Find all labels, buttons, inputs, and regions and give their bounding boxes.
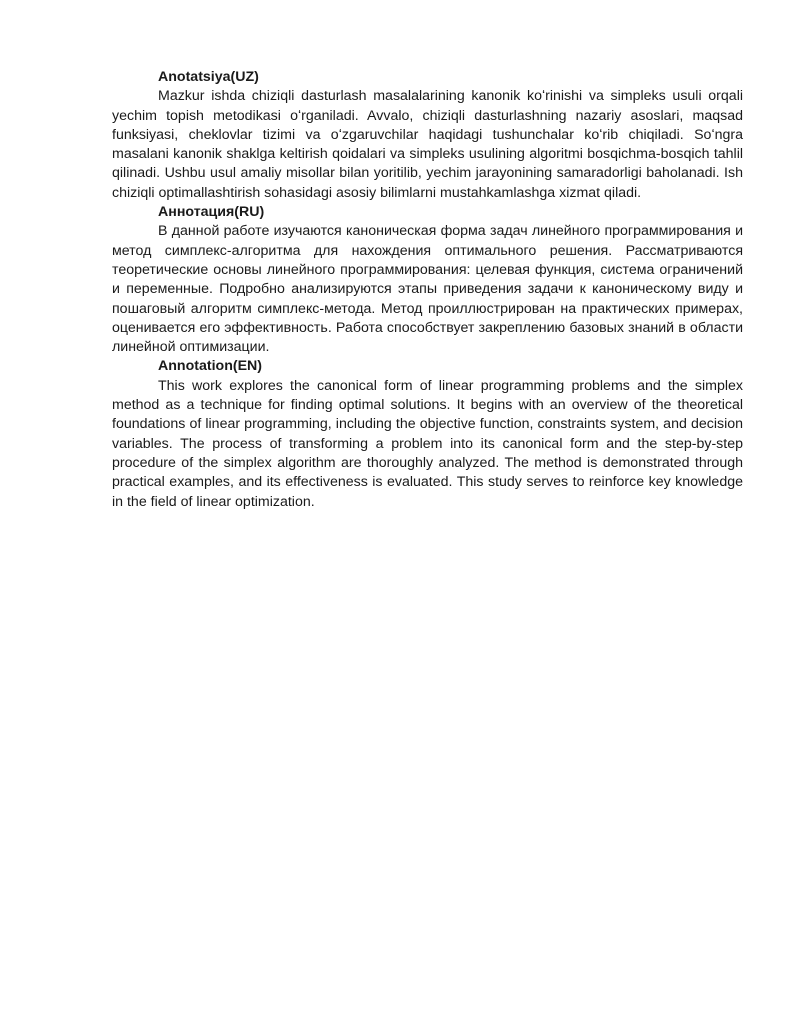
abstract-ru-text: В данной работе изучаются каноническая форма задач линейного программирования и метод симплекс-алгоритма для нахождения оптимального решения. Рассматриваются теоретические основы линейного программирования: целевая функция, система ограничений и переменные. Подробно анализируются этапы приведения задачи к каноническому виду и пошаговый алгоритм симплекс-метода. Метод проиллюстрирован на практических примерах, оценивается его эффективность. Работа способствует закреплению базовых знаний в области линейной оптимизации. (112, 223, 743, 356)
abstract-en-text: This work explores the canonical form of linear programming problems and the simplex method as a technique for finding optimal solutions. It begins with an overview of the theoretical foundations of linear programming, including the objective function, constraints system, and decision variables. The process of transforming a problem into its canonical form and the step-by-step procedure of the simplex algorithm are thoroughly analyzed. The method is demonstrated through practical examples, and its effectiveness is evaluated. This study serves to reinforce key knowledge in the field of linear optimization. (112, 377, 743, 510)
heading-abstract-ru: Аннотация(RU) (158, 204, 265, 221)
heading-abstract-en: Annotation(EN) (158, 358, 263, 375)
abstract-uz-text: Mazkur ishda chiziqli dasturlash masalalarining kanonik koʻrinishi va simpleks usuli orqali yechim topish metodikasi oʻrganiladi. Avvalo, chiziqli dasturlashning nazariy asoslari, maqsad funksiyasi, cheklovlar tizimi va oʻzgaruvchilar haqidagi tushunchalar koʻrib chiqiladi. Soʻngra masalani kanonik shaklga keltirish qoidalari va simpleks usulining algoritmi bosqichma-bosqich tahlil qilinadi. Ushbu usul amaliy misollar bilan yoritilib, yechim jarayonining samaradorligi baholanadi. Ish chiziqli optimallashtirish sohasidagi asosiy bilimlarni mustahkamlashga xizmat qiladi. (112, 88, 743, 201)
document-page (112, 68, 743, 512)
heading-abstract-uz: Anotatsiya(UZ) (158, 69, 259, 85)
